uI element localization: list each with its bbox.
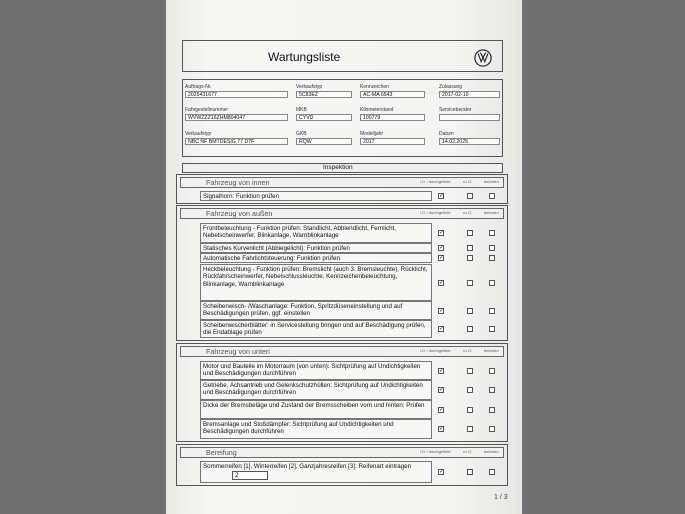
checkbox-nio[interactable] — [467, 230, 473, 236]
checklist-item-text: Sommerreifen [1], Winterreifen [2], Ganzjahresreifen [3]: Reifenart eintragen — [203, 463, 412, 470]
checkbox-nio[interactable] — [467, 326, 473, 332]
field-value[interactable]: CYVD — [296, 114, 352, 121]
inspection-label: Inspektion — [323, 164, 353, 171]
checkbox-io-durchgefuehrt[interactable] — [438, 193, 444, 199]
section-title: Fahrzeug von innen — [206, 178, 270, 187]
field-label: Datum — [439, 131, 454, 137]
field-value[interactable]: WVWZZZ16ZHM804047 — [185, 114, 288, 121]
section-title: Fahrzeug von unten — [206, 347, 270, 356]
checkbox-behoben[interactable] — [489, 368, 495, 374]
checkbox-io-durchgefuehrt[interactable] — [438, 245, 444, 251]
checkbox-behoben[interactable] — [489, 426, 495, 432]
checkbox-behoben[interactable] — [489, 193, 495, 199]
checkbox-nio[interactable] — [467, 280, 473, 286]
reifenart-input[interactable]: 2 — [232, 471, 268, 480]
field-label: Verkaufstyp — [185, 131, 212, 137]
column-header: behoben — [484, 180, 499, 184]
field-value[interactable] — [439, 114, 500, 121]
checklist-item — [200, 243, 432, 253]
checklist-item-text: Heckbeleuchtung - Funktion prüfen: Bremslicht (auch 3. Bremsleuchte), Rücklicht, Rückfahrscheinwerfer, Nebelschlussleuchte, Kennzeichenbeleuchtung, Blinkanlage, Warnblinkanlage — [203, 266, 428, 288]
checkbox-behoben[interactable] — [489, 230, 495, 236]
checkbox-io-durchgefuehrt[interactable] — [438, 368, 444, 374]
field-label: GKB — [296, 131, 307, 137]
checkbox-nio[interactable] — [467, 368, 473, 374]
checkbox-nio[interactable] — [467, 469, 473, 475]
page-number: 1 / 3 — [494, 494, 508, 501]
field-value[interactable]: 5C83EZ — [296, 91, 352, 98]
checklist-item — [200, 223, 432, 243]
section-title: Fahrzeug von außen — [206, 209, 273, 218]
field-label: Kilometerstand — [360, 107, 394, 113]
checkbox-nio[interactable] — [467, 407, 473, 413]
checkbox-behoben[interactable] — [489, 308, 495, 314]
checkbox-io-durchgefuehrt[interactable] — [438, 230, 444, 236]
field-label: Auftrags-Nr. — [185, 84, 212, 90]
checklist-item-text: Scheibenwisch- /Waschanlage: Funktion, Spritzdüseneinstellung und auf Beschädigungen prüfen, ggf. einstellen — [203, 303, 403, 318]
section-title: Bereifung — [206, 448, 237, 457]
column-header: n.i.O. — [463, 349, 473, 353]
field-value[interactable]: RQW — [296, 138, 352, 145]
checklist-item — [200, 264, 432, 301]
checklist-item — [200, 191, 432, 201]
field-label: MKB — [296, 107, 307, 113]
checkbox-behoben[interactable] — [489, 255, 495, 261]
checklist-item-text: Scheibenwischerblätter: in Servicestellung bringen und auf Beschädigung prüfen, die Endablage prüfen — [203, 322, 426, 337]
checkbox-io-durchgefuehrt[interactable] — [438, 407, 444, 413]
checklist-item-text: Automatische Fahrlichtsteuerung: Funktion prüfen — [203, 255, 340, 262]
checkbox-nio[interactable] — [467, 308, 473, 314]
title-box — [182, 40, 503, 72]
column-header: n.i.O. — [463, 211, 473, 215]
checkbox-behoben[interactable] — [489, 387, 495, 393]
checkbox-io-durchgefuehrt[interactable] — [438, 255, 444, 261]
checkbox-nio[interactable] — [467, 387, 473, 393]
checklist-item-text: Signalhorn: Funktion prüfen — [203, 193, 280, 200]
vw-logo-icon — [474, 49, 492, 67]
checklist-item — [200, 361, 432, 380]
checklist-item-text: Getriebe, Achsantrieb und Gelenkschutzhüllen: Sichtprüfung auf Undichtigkeiten und Beschädigungen durchführen — [203, 382, 423, 397]
column-header: n.i.O. — [463, 180, 473, 184]
field-label: Kennzeichen — [360, 84, 389, 90]
checklist-item — [200, 380, 432, 400]
checkbox-io-durchgefuehrt[interactable] — [438, 308, 444, 314]
checklist-item — [200, 253, 432, 263]
field-value[interactable]: AC-MA 6543 — [360, 91, 425, 98]
checklist-item-text: Statisches Kurvenlicht (Abbiegelicht): Funktion prüfen — [203, 245, 350, 252]
column-header: behoben — [484, 450, 499, 454]
field-label: Fahrgestellnummer — [185, 107, 229, 113]
checklist-item-text: Bremsanlage und Stoßdämpfer: Sichtprüfung auf Undichtigkeiten und Beschädigungen durchführen — [203, 421, 394, 436]
checkbox-nio[interactable] — [467, 245, 473, 251]
checkbox-io-durchgefuehrt[interactable] — [438, 326, 444, 332]
checkbox-nio[interactable] — [467, 255, 473, 261]
field-label: Serviceberater — [439, 107, 472, 113]
checklist-item — [200, 320, 432, 338]
checkbox-nio[interactable] — [467, 193, 473, 199]
checkbox-behoben[interactable] — [489, 469, 495, 475]
field-value[interactable]: 14.02.2025 — [439, 138, 500, 145]
document-title: Wartungsliste — [268, 50, 341, 64]
column-header: i.O. / durchgeführt — [420, 450, 451, 454]
checklist-item — [200, 301, 432, 320]
field-value[interactable]: 2025431677 — [185, 91, 288, 98]
checklist-item-text: Motor und Bauteile im Motorraum (von unten): Sichtprüfung auf Undichtigkeiten und Beschädigungen durchführen — [203, 363, 421, 378]
checklist-item — [200, 419, 432, 439]
field-label: Modelljahr — [360, 131, 384, 137]
checklist-item-text: Frontbeleuchtung - Funktion prüfen: Standlicht, Abblendlicht, Fernlicht, Nebelscheinwerfer, Blinkanlage, Warnblinkanlage — [203, 225, 396, 240]
checkbox-behoben[interactable] — [489, 407, 495, 413]
column-header: n.i.O. — [463, 450, 473, 454]
field-value[interactable]: 2017 — [360, 138, 425, 145]
column-header: i.O. / durchgeführt — [420, 349, 451, 353]
field-value[interactable]: 2017-02-10 — [439, 91, 500, 98]
column-header: i.O. / durchgeführt — [420, 180, 451, 184]
checkbox-io-durchgefuehrt[interactable] — [438, 387, 444, 393]
checklist-item-text: Dicke der Bremsbeläge und Zustand der Bremsscheiben vorn und hinten: Prüfen — [203, 402, 425, 409]
checkbox-io-durchgefuehrt[interactable] — [438, 469, 444, 475]
checkbox-io-durchgefuehrt[interactable] — [438, 426, 444, 432]
checkbox-io-durchgefuehrt[interactable] — [438, 280, 444, 286]
field-value[interactable]: 100779 — [360, 114, 425, 121]
checkbox-nio[interactable] — [467, 426, 473, 432]
checkbox-behoben[interactable] — [489, 245, 495, 251]
field-label: Zulassung — [439, 84, 463, 90]
checklist-item — [200, 400, 432, 419]
checkbox-behoben[interactable] — [489, 326, 495, 332]
column-header: i.O. / durchgeführt — [420, 211, 451, 215]
field-label: Verkaufstyp — [296, 84, 323, 90]
column-header: behoben — [484, 211, 499, 215]
column-header: behoben — [484, 349, 499, 353]
field-value[interactable]: NBC NF BMTDESIG 77 D7F — [185, 138, 288, 145]
checkbox-behoben[interactable] — [489, 280, 495, 286]
